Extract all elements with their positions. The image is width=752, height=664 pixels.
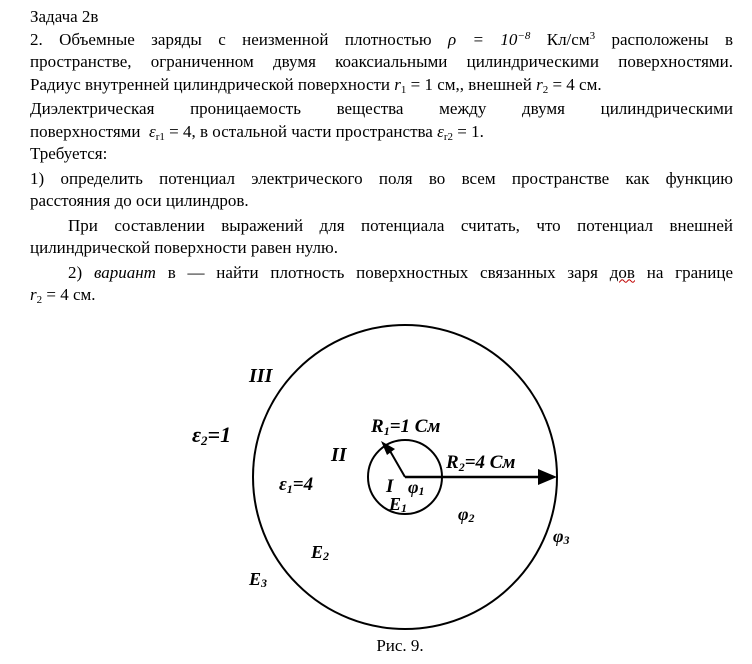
item1-line-2: расстояния до оси цилиндров. (30, 191, 249, 210)
item1-line-1: 1) определить потенциал электрического поля во всем пространстве как функцию (30, 168, 733, 188)
label-phi2: φ2 (458, 504, 475, 525)
spellcheck-word: дов (609, 262, 635, 282)
label-eps2: ε2=1 (192, 422, 232, 448)
label-phi1: φ1 (408, 477, 425, 498)
figure-caption: Рис. 9. (376, 636, 424, 655)
problem-line-5: поверхностями $\varepsilon_{r1} = 4$, в остальной части пространства $\varepsilon_{r2} = 1$. (30, 121, 484, 143)
item2-line-1: 2) вариант в — найти плотность поверхностных связанных заря дов на границе (68, 262, 734, 282)
rho-formula: $\rho = 10^{-8}$ $Кл/см^3$ (447, 29, 596, 49)
label-region-I: I (386, 476, 394, 497)
problem-line-1: 2. Объемные заряды с неизменной плотностью $\rho = 10^{-8}$ $Кл/см^3$ расположены в (30, 29, 734, 49)
label-R2: R2=4 См (446, 452, 516, 474)
label-region-III: III (249, 365, 273, 387)
label-eps1: ε1=4 (279, 474, 314, 496)
r2-arrow-head (538, 469, 557, 485)
problem-line-2: пространстве, ограниченном двумя коаксиальными цилиндрическими поверхностями. (30, 52, 733, 71)
note-line-1: При составлении выражений для потенциала считать, что потенциал внешней (68, 215, 733, 235)
required-heading: Требуется: (30, 144, 108, 163)
item2-line-2: $r_2 = 4$ см. (30, 285, 96, 306)
label-E2: E2 (311, 542, 330, 563)
label-E1: E1 (389, 494, 408, 515)
note-line-2: цилиндрической поверхности равен нулю. (30, 238, 338, 257)
label-phi3: φ3 (553, 526, 570, 547)
problem-line-3: Радиус внутренней цилиндрической поверхности $r_1 = 1$ см,, внешней $r_2 = 4$ см. (30, 74, 602, 96)
task-title: Задача 2в (30, 7, 99, 26)
label-R1: R1=1 См (371, 416, 441, 438)
problem-line-4: Диэлектрическая проницаемость вещества между двумя цилиндрическими (30, 99, 733, 118)
label-E3: E3 (249, 569, 268, 590)
label-region-II: II (331, 444, 347, 466)
